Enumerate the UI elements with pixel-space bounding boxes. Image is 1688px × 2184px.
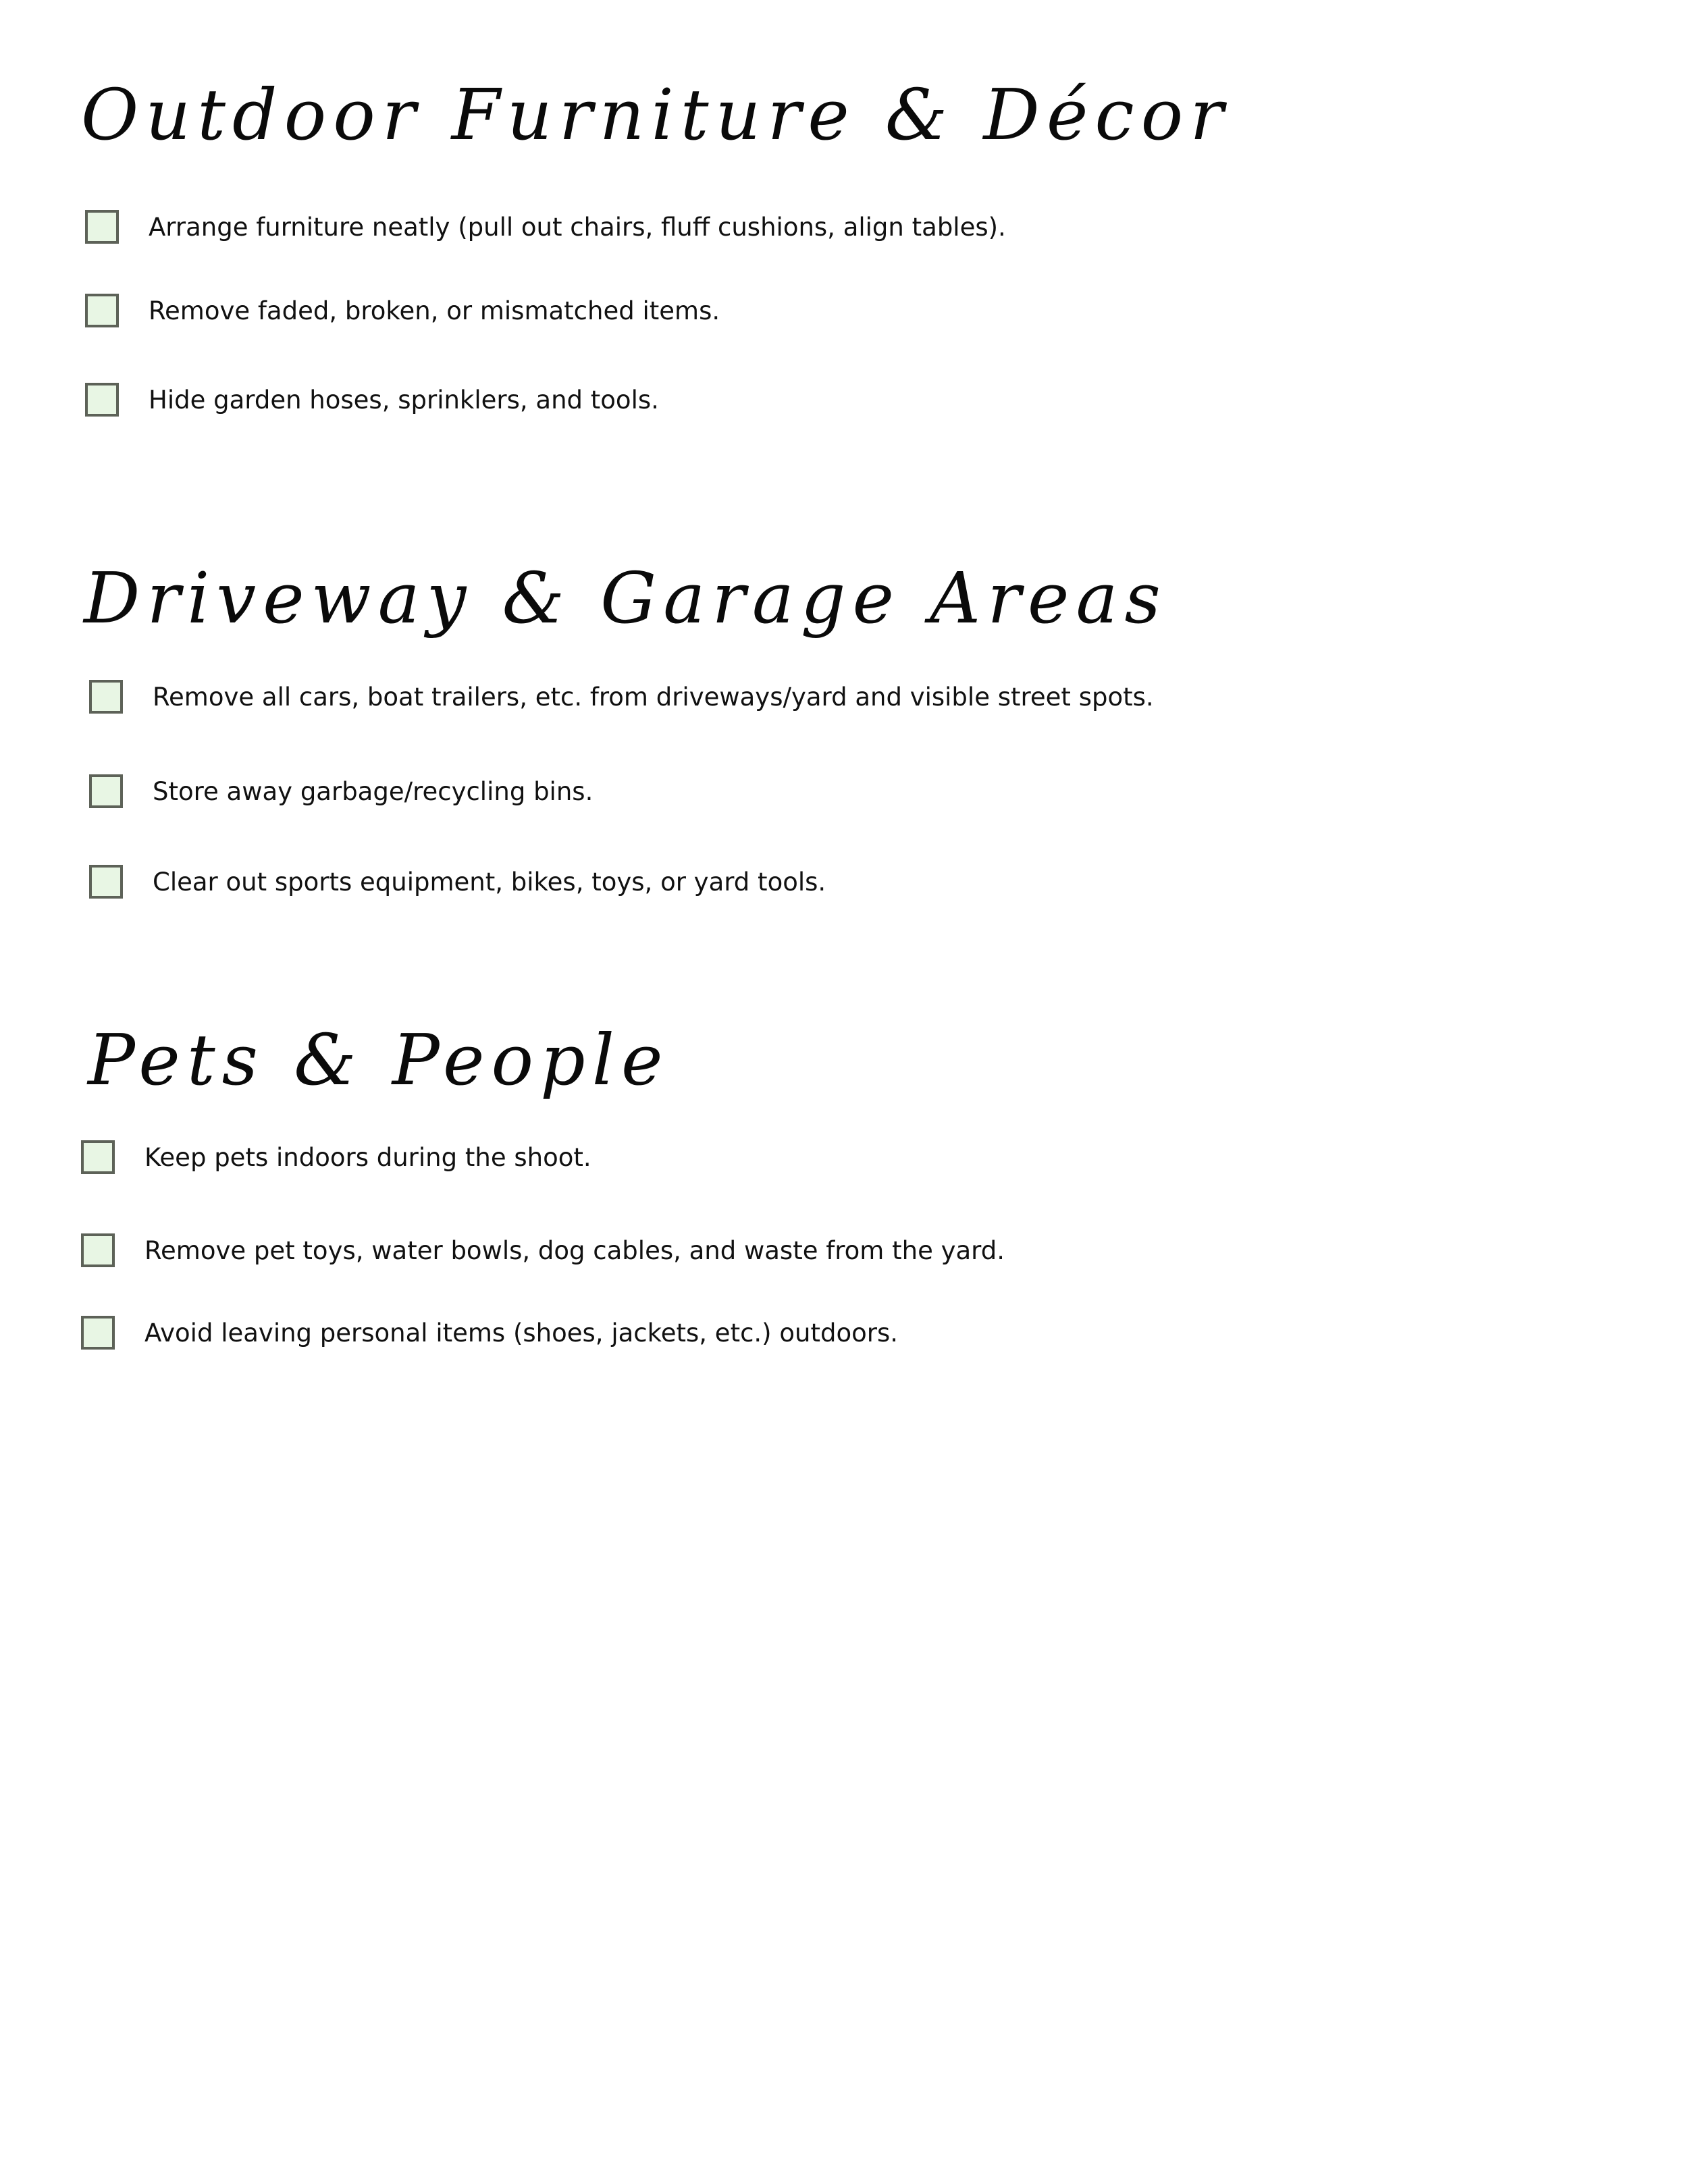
checkbox[interactable] bbox=[81, 1140, 115, 1174]
checklist-item-label: Clear out sports equipment, bikes, toys, or yard tools. bbox=[153, 867, 826, 897]
checkbox[interactable] bbox=[85, 294, 119, 327]
checkbox[interactable] bbox=[81, 1316, 115, 1350]
checkbox[interactable] bbox=[81, 1233, 115, 1267]
checkbox[interactable] bbox=[89, 865, 123, 899]
checklist-item[interactable] bbox=[89, 771, 593, 811]
checklist-item-label: Arrange furniture neatly (pull out chairs, fluff cushions, align tables). bbox=[149, 212, 1006, 242]
section-title-outdoor-furniture: Outdoor Furniture & Décor bbox=[81, 74, 1230, 156]
checklist-item-label: Keep pets indoors during the shoot. bbox=[144, 1142, 591, 1172]
checkbox[interactable] bbox=[89, 774, 123, 808]
checklist-item[interactable] bbox=[89, 676, 1154, 717]
checklist-item[interactable] bbox=[85, 290, 720, 331]
checklist-item-label: Avoid leaving personal items (shoes, jackets, etc.) outdoors. bbox=[144, 1318, 898, 1348]
section-title-pets-people: Pets & People bbox=[88, 1019, 670, 1101]
checklist-item[interactable] bbox=[81, 1230, 1005, 1271]
checklist-item[interactable] bbox=[89, 861, 826, 902]
checklist-item-label: Hide garden hoses, sprinklers, and tools. bbox=[149, 385, 659, 415]
checklist-item-label: Store away garbage/recycling bins. bbox=[153, 776, 594, 806]
section-title-driveway-garage: Driveway & Garage Areas bbox=[84, 557, 1167, 639]
checkbox[interactable] bbox=[85, 383, 119, 417]
checkbox[interactable] bbox=[89, 680, 123, 714]
checklist-item-label: Remove pet toys, water bowls, dog cables, and waste from the yard. bbox=[144, 1235, 1005, 1265]
checkbox[interactable] bbox=[85, 210, 119, 244]
checklist-item[interactable] bbox=[81, 1312, 898, 1353]
checklist-item[interactable] bbox=[81, 1137, 591, 1177]
checklist-item-label: Remove faded, broken, or mismatched items. bbox=[149, 296, 720, 325]
checklist-item-label: Remove all cars, boat trailers, etc. from driveways/yard and visible street spots. bbox=[153, 682, 1154, 712]
checklist-item[interactable] bbox=[85, 207, 1006, 247]
checklist-item[interactable] bbox=[85, 379, 659, 420]
